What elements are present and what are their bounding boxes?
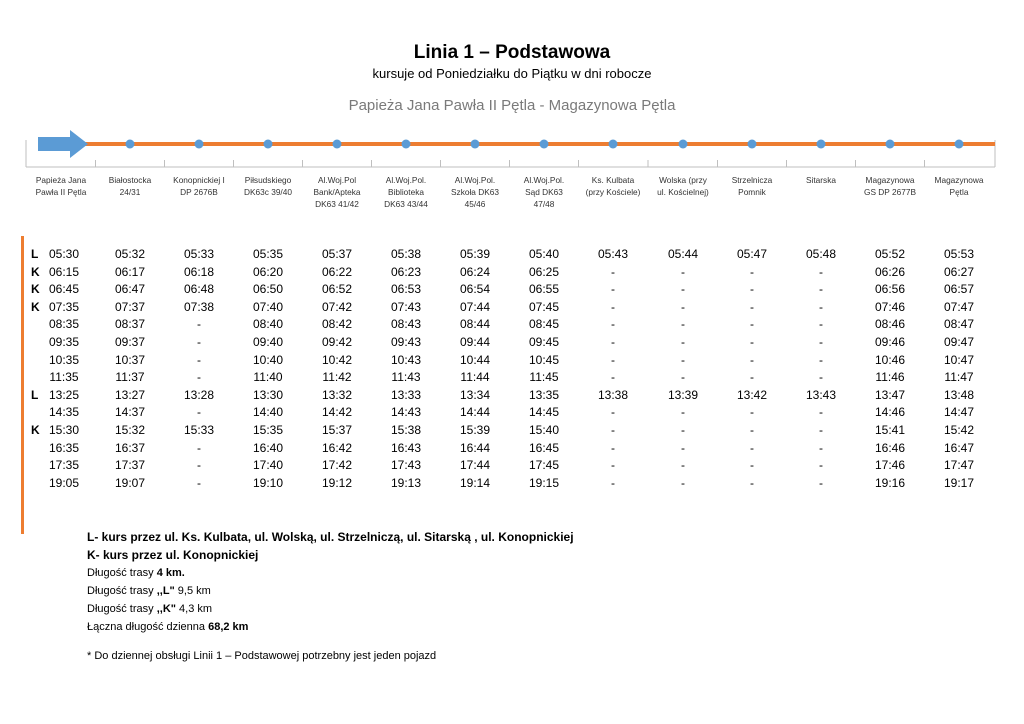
departure-time: -	[197, 440, 201, 455]
departure-time: 15:41	[874, 423, 906, 437]
departure-time: -	[611, 352, 615, 367]
departure-time: -	[197, 352, 201, 367]
departure-time: 07:47	[943, 299, 975, 314]
departure-time: 10:37	[114, 352, 146, 367]
departure-time: 13:32	[321, 387, 353, 402]
departure-time: 13:34	[459, 387, 491, 402]
timetable-row	[0, 334, 1024, 352]
page-subtitle: kursuje od Poniedziałku do Piątku w dni robocze	[372, 66, 652, 81]
departure-time: -	[819, 352, 823, 367]
stop-label: Al.Woj.Pol. Sąd DK63 47/48	[523, 175, 565, 209]
departure-time: 07:35	[48, 299, 80, 314]
departure-time: 11:43	[391, 370, 421, 385]
departure-time: 09:37	[114, 335, 146, 349]
length-base: Długość trasy 4 km.	[87, 567, 185, 579]
departure-time: 16:44	[459, 440, 491, 455]
departure-time: 09:40	[252, 335, 284, 349]
departure-time: 19:15	[528, 475, 560, 490]
departure-time: -	[197, 458, 201, 473]
departure-time: 06:23	[390, 264, 422, 279]
length-k: Długość trasy ,,K" 4,3 km	[87, 603, 213, 615]
departure-time: 19:14	[459, 475, 491, 490]
departure-time: 09:43	[390, 335, 422, 349]
departure-time: 06:47	[114, 282, 146, 297]
departure-time: 07:40	[252, 299, 284, 314]
departure-time: 13:30	[252, 387, 284, 402]
departure-time: 08:35	[48, 317, 80, 332]
stop-label: Papieża Jana Pawła II Pętla	[35, 175, 87, 197]
departure-time: -	[681, 475, 685, 490]
departure-time: 13:48	[943, 387, 975, 402]
departure-time: 06:24	[459, 264, 491, 279]
departure-time: 16:35	[48, 440, 80, 455]
departure-time: 10:42	[321, 352, 353, 367]
departure-time: 05:40	[528, 247, 560, 261]
departure-time: 13:25	[48, 387, 80, 402]
timetable-row	[0, 387, 1024, 405]
departure-time: 16:42	[321, 440, 353, 455]
departure-time: -	[611, 405, 615, 420]
departure-time: 10:35	[48, 352, 80, 367]
departure-time: 14:45	[528, 405, 560, 420]
departure-time: -	[611, 282, 615, 297]
departure-time: -	[681, 299, 685, 314]
page-title: Linia 1 – Podstawowa	[413, 42, 611, 63]
departure-time: 19:07	[114, 475, 146, 490]
departure-time: -	[681, 282, 685, 297]
timetable-row	[0, 369, 1024, 387]
departure-time: -	[611, 264, 615, 279]
departure-time: 11:46	[875, 370, 905, 385]
notes	[87, 528, 574, 636]
departure-time: 09:46	[874, 335, 906, 349]
footnote: * Do dziennej obsługi Linii 1 – Podstawowej potrzebny jest jeden pojazd	[87, 650, 437, 662]
departure-time: -	[681, 352, 685, 367]
departure-time: 11:35	[49, 370, 79, 385]
departure-time: 15:40	[528, 423, 560, 437]
departure-time: -	[681, 317, 685, 332]
departure-time: -	[750, 335, 754, 349]
stop-label: Konopnickiej I DP 2676B	[173, 175, 225, 197]
course-flag: L	[31, 247, 39, 261]
departure-time: 05:52	[874, 247, 906, 261]
timetable-row	[0, 440, 1024, 458]
departure-time: -	[750, 352, 754, 367]
stop-label: Sitarska	[806, 175, 836, 185]
departure-time: 10:43	[390, 352, 422, 367]
departure-time: 05:44	[667, 247, 699, 261]
departure-time: 05:43	[597, 247, 629, 261]
departure-time: 11:47	[944, 370, 974, 385]
departure-time: 17:46	[874, 458, 906, 473]
departure-time: 07:37	[114, 299, 146, 314]
course-flag: K	[31, 299, 40, 314]
departure-time: -	[611, 370, 615, 385]
departure-time: 05:38	[390, 247, 422, 261]
departure-time: 13:39	[667, 387, 699, 402]
departure-time: 08:40	[252, 317, 284, 332]
departure-time: -	[819, 282, 823, 297]
course-flag: K	[31, 282, 40, 297]
departure-time: 08:43	[390, 317, 422, 332]
departure-time: 05:37	[321, 247, 353, 261]
departure-time: 15:32	[114, 423, 146, 437]
departure-time: -	[819, 299, 823, 314]
departure-time: 07:43	[390, 299, 422, 314]
departure-time: -	[611, 440, 615, 455]
departure-time: 06:48	[183, 282, 215, 297]
departure-time: 06:26	[874, 264, 906, 279]
timetable-row	[0, 404, 1024, 422]
departure-time: -	[750, 423, 754, 437]
departure-time: 14:43	[390, 405, 422, 420]
course-flag: K	[31, 423, 40, 437]
departure-time: 19:16	[874, 475, 906, 490]
departure-time: 15:30	[48, 423, 80, 437]
timetable-row	[0, 281, 1024, 299]
departure-time: 17:42	[321, 458, 353, 473]
departure-time: 08:45	[528, 317, 560, 332]
departure-time: 06:45	[48, 282, 80, 297]
departure-time: 05:30	[48, 247, 80, 261]
departure-time: 13:33	[390, 387, 422, 402]
departure-time: 08:47	[943, 317, 975, 332]
departure-time: 09:45	[528, 335, 560, 349]
departure-time: 10:47	[943, 352, 975, 367]
departure-time: 07:46	[874, 299, 906, 314]
stop-marker	[955, 140, 964, 149]
departure-time: -	[750, 317, 754, 332]
departure-time: -	[819, 458, 823, 473]
stop-marker	[886, 140, 895, 149]
departure-time: 10:40	[252, 352, 284, 367]
departure-time: 15:37	[321, 423, 353, 437]
departure-time: -	[819, 440, 823, 455]
stop-label: Al.Woj.Pol. Biblioteka DK63 43/44	[384, 175, 428, 209]
stop-label: Al.Woj.Pol Bank/Apteka DK63 41/42	[313, 175, 361, 209]
stop-marker	[402, 140, 411, 149]
departure-time: 11:44	[460, 370, 490, 385]
departure-time: -	[611, 423, 615, 437]
legend-l: L- kurs przez ul. Ks. Kulbata, ul. Wolską, ul. Strzelniczą, ul. Sitarską , ul. Konopnickiej	[87, 530, 574, 544]
departure-time: 17:40	[252, 458, 284, 473]
departure-time: 15:33	[183, 423, 215, 437]
departure-time: 13:47	[874, 387, 906, 402]
departure-time: 06:55	[528, 282, 560, 297]
departure-time: 14:40	[252, 405, 284, 420]
departure-time: 16:45	[528, 440, 560, 455]
legend-k: K- kurs przez ul. Konopnickiej	[87, 548, 259, 562]
departure-time: -	[819, 405, 823, 420]
departure-time: 08:37	[114, 317, 146, 332]
departure-time: 06:52	[321, 282, 353, 297]
departure-time: -	[750, 440, 754, 455]
departure-time: 13:43	[805, 387, 837, 402]
departure-time: 14:35	[48, 405, 80, 420]
departure-time: 08:46	[874, 317, 906, 332]
departure-time: 17:47	[943, 458, 975, 473]
departure-time: 16:43	[390, 440, 422, 455]
departure-time: -	[681, 264, 685, 279]
departure-time: 13:27	[114, 387, 146, 402]
departure-time: 13:28	[183, 387, 215, 402]
departure-time: -	[750, 370, 754, 385]
timetable-row	[0, 457, 1024, 475]
timetable-row	[0, 264, 1024, 282]
departure-time: -	[197, 475, 201, 490]
departure-time: -	[681, 405, 685, 420]
stop-marker	[748, 140, 757, 149]
departure-time: -	[750, 299, 754, 314]
timetable-row	[0, 475, 1024, 493]
departure-time: 06:50	[252, 282, 284, 297]
departure-time: 10:46	[874, 352, 906, 367]
departure-time: 17:45	[528, 458, 560, 473]
departure-time: 06:56	[874, 282, 906, 297]
course-flag: L	[31, 387, 39, 402]
departure-time: -	[681, 335, 685, 349]
stop-marker	[126, 140, 135, 149]
departure-time: -	[819, 475, 823, 490]
departure-time: 06:53	[390, 282, 422, 297]
departure-time: 05:39	[459, 247, 491, 261]
departure-time: -	[819, 423, 823, 437]
departure-time: -	[197, 335, 201, 349]
departure-time: 07:45	[528, 299, 560, 314]
departure-time: 15:38	[390, 423, 422, 437]
departure-time: 09:47	[943, 335, 975, 349]
departure-time: 05:48	[805, 247, 837, 261]
departure-time: -	[611, 299, 615, 314]
stop-label: Białostocka 24/31	[108, 175, 152, 197]
departure-time: 17:37	[114, 458, 146, 473]
stop-marker	[540, 140, 549, 149]
route-diagram	[0, 0, 1024, 175]
stop-label: Piłsudskiego DK63c 39/40	[244, 175, 292, 197]
departure-time: 05:53	[943, 247, 975, 261]
departure-time: 11:45	[529, 370, 559, 385]
departure-time: 05:32	[114, 247, 146, 261]
departure-time: 17:43	[390, 458, 422, 473]
departure-time: -	[197, 405, 201, 420]
departure-time: 16:47	[943, 440, 975, 455]
stop-marker	[264, 140, 273, 149]
departure-time: 09:35	[48, 335, 80, 349]
departure-time: 16:46	[874, 440, 906, 455]
departure-time: -	[611, 475, 615, 490]
departure-time: 07:38	[183, 299, 215, 314]
departure-time: 14:46	[874, 405, 906, 420]
departure-time: 13:35	[528, 387, 560, 402]
departure-time: 06:25	[528, 264, 560, 279]
route-name: Papieża Jana Pawła II Pętla - Magazynowa Pętla	[348, 97, 676, 114]
departure-time: 05:35	[252, 247, 284, 261]
departure-time: 11:42	[322, 370, 352, 385]
departure-time: -	[819, 335, 823, 349]
departure-time: 16:37	[114, 440, 146, 455]
departure-time: 06:17	[114, 264, 146, 279]
departure-time: -	[197, 370, 201, 385]
departure-time: -	[681, 423, 685, 437]
departure-time: 06:22	[321, 264, 353, 279]
departure-time: 05:33	[183, 247, 215, 261]
stop-label: Magazynowa Pętla	[934, 175, 984, 197]
departure-time: 19:12	[321, 475, 353, 490]
departure-time: -	[611, 317, 615, 332]
timetable-row	[0, 316, 1024, 334]
stop-marker	[471, 140, 480, 149]
departure-time: -	[750, 475, 754, 490]
departure-time: 14:47	[943, 405, 975, 420]
stop-marker	[817, 140, 826, 149]
departure-time: 19:13	[390, 475, 422, 490]
departure-time: -	[750, 458, 754, 473]
departure-time: -	[819, 370, 823, 385]
stop-label: Wolska (przy ul. Kościelnej)	[657, 175, 709, 197]
departure-time: -	[681, 440, 685, 455]
departure-time: 19:17	[943, 475, 975, 490]
departure-time: -	[819, 317, 823, 332]
departure-time: 10:45	[528, 352, 560, 367]
stop-label: Ks. Kulbata (przy Kościele)	[585, 175, 641, 197]
departure-time: 06:18	[183, 264, 215, 279]
departure-time: -	[750, 264, 754, 279]
departure-time: 15:35	[252, 423, 284, 437]
stop-marker	[609, 140, 618, 149]
departure-time: 19:10	[252, 475, 284, 490]
departure-time: 06:27	[943, 264, 975, 279]
departure-time: 16:40	[252, 440, 284, 455]
departure-time: 06:20	[252, 264, 284, 279]
departure-time: -	[611, 335, 615, 349]
departure-time: 15:42	[943, 423, 975, 437]
departure-time: 19:05	[48, 475, 80, 490]
departure-time: 14:44	[459, 405, 491, 420]
departure-time: 09:42	[321, 335, 353, 349]
departure-time: 15:39	[459, 423, 491, 437]
departure-time: 06:54	[459, 282, 491, 297]
departure-time: 06:15	[48, 264, 80, 279]
departure-time: -	[681, 370, 685, 385]
departure-time: 17:35	[48, 458, 80, 473]
departure-time: 11:40	[253, 370, 283, 385]
start-arrow-icon	[38, 130, 88, 158]
departure-time: 06:57	[943, 282, 975, 297]
timetable-row	[0, 246, 1024, 264]
stop-marker	[195, 140, 204, 149]
departure-time: 05:47	[736, 247, 768, 261]
departure-time: 17:44	[459, 458, 491, 473]
departure-time: -	[819, 264, 823, 279]
departure-time: 11:37	[115, 370, 145, 385]
departure-time: 07:44	[459, 299, 491, 314]
stop-marker	[679, 140, 688, 149]
length-l: Długość trasy ,,L" 9,5 km	[87, 585, 211, 597]
departure-time: 07:42	[321, 299, 353, 314]
departure-time: -	[611, 458, 615, 473]
stop-marker	[333, 140, 342, 149]
timetable-row	[0, 299, 1024, 317]
departure-time: 10:44	[459, 352, 491, 367]
departure-time: 13:38	[597, 387, 629, 402]
departure-time: 14:42	[321, 405, 353, 420]
stop-label: Al.Woj.Pol. Szkoła DK63 45/46	[451, 175, 499, 209]
stop-label: Magazynowa GS DP 2677B	[864, 175, 916, 197]
departure-time: 08:44	[459, 317, 491, 332]
timetable-row	[0, 352, 1024, 370]
stop-label: Strzelnicza Pomnik	[731, 175, 773, 197]
departure-time: -	[750, 282, 754, 297]
course-flag: K	[31, 264, 40, 279]
daily-length: Łączna długość dzienna 68,2 km	[87, 621, 249, 633]
departure-time: 14:37	[114, 405, 146, 420]
timetable-row	[0, 422, 1024, 440]
departure-time: 09:44	[459, 335, 491, 349]
departure-time: -	[681, 458, 685, 473]
departure-time: -	[197, 317, 201, 332]
departure-time: -	[750, 405, 754, 420]
departure-time: 13:42	[736, 387, 768, 402]
departure-time: 08:42	[321, 317, 353, 332]
